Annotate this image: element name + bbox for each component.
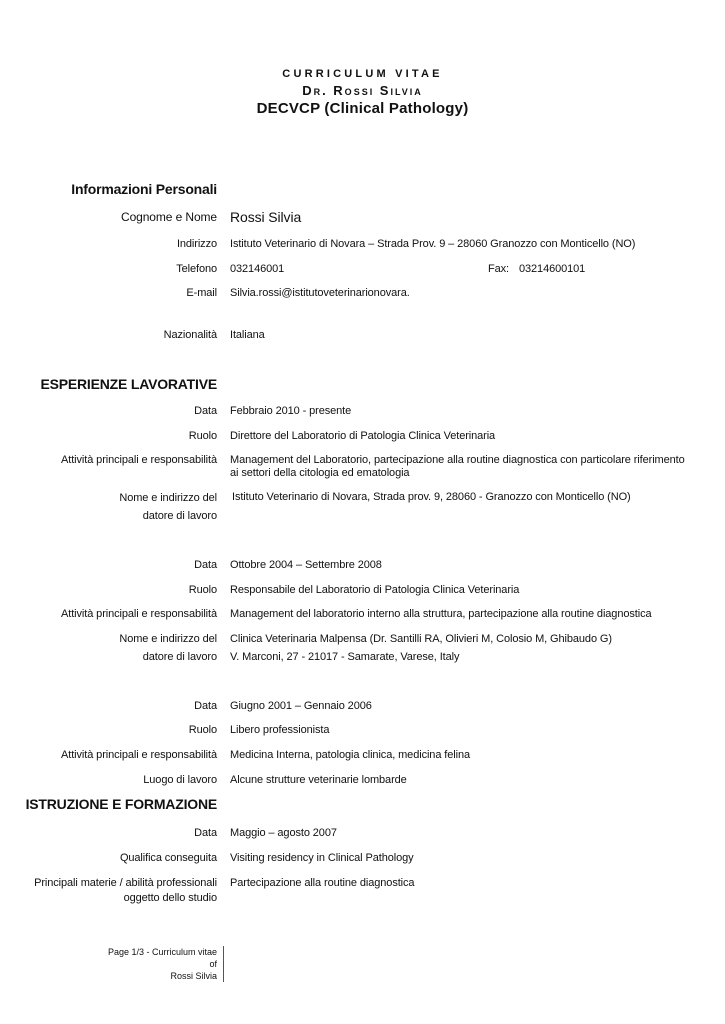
email-value: Silvia.rossi@istitutoveterinarionovara. [230, 287, 410, 299]
job-activities-label: Attività principali e responsabilità [61, 454, 217, 466]
phone-value: 032146001 [230, 263, 285, 275]
cv-owner-title: DECVCP (Clinical Pathology) [256, 100, 469, 117]
subjects-value: Partecipazione alla routine diagnostica [230, 877, 415, 889]
cv-owner-name: Dr. Rossi Silvia [302, 83, 423, 98]
education-date: Maggio – agosto 2007 [230, 827, 337, 839]
job-employer: Clinica Veterinaria Malpensa (Dr. Santilli RA, Olivieri M, Colosio M, Ghibaudo G) [230, 633, 612, 645]
qualification-label: Qualifica conseguita [119, 852, 217, 864]
subjects-label-cont: oggetto dello studio [123, 892, 217, 904]
section-title-personal: Informazioni Personali [71, 181, 217, 197]
footer-owner: Rossi Silvia [170, 971, 217, 981]
phone-label: Telefono [176, 263, 217, 275]
job-employer: Istituto Veterinario di Novara, Strada prov. 9, 28060 - Granozzo con Monticello (NO) [232, 491, 631, 503]
job-employer-address: V. Marconi, 27 - 21017 - Samarate, Varese, Italy [230, 651, 460, 663]
job-date: Giugno 2001 – Gennaio 2006 [230, 700, 372, 712]
job-employer-label: Nome e indirizzo del [119, 633, 217, 645]
job-role-label: Ruolo [188, 430, 217, 442]
job-place: Alcune strutture veterinarie lombarde [230, 774, 407, 786]
job-date-label: Data [194, 700, 217, 712]
fax-label: Fax: [488, 263, 509, 275]
subjects-label: Principali materie / abilità professionali [34, 877, 217, 889]
job-employer-label: Nome e indirizzo del [119, 492, 217, 504]
cv-heading: CURRICULUM VITAE [282, 68, 443, 80]
job-activities-label: Attività principali e responsabilità [61, 749, 217, 761]
job-date: Febbraio 2010 - presente [230, 405, 352, 417]
address-label: Indirizzo [176, 238, 217, 250]
job-activities: Management del Laboratorio, partecipazione alla routine diagnostica con particolare riferimento ai settori della citologia ed ematologia [230, 454, 685, 479]
job-place-label: Luogo di lavoro [143, 774, 217, 786]
job-role: Responsabile del Laboratorio di Patologia Clinica Veterinaria [230, 584, 520, 596]
name-value: Rossi Silvia [230, 209, 302, 225]
fax-field [488, 263, 585, 275]
address-value: Istituto Veterinario di Novara – Strada Prov. 9 – 28060 Granozzo con Monticello (NO) [230, 238, 636, 250]
document-header [0, 66, 725, 119]
section-title-education: ISTRUZIONE E FORMAZIONE [25, 796, 217, 812]
job-employer-label-cont: datore di lavoro [142, 510, 217, 522]
job-activities: Management del laboratorio interno alla struttura, partecipazione alla routine diagnostica [230, 608, 652, 620]
qualification-value: Visiting residency in Clinical Pathology [230, 852, 414, 864]
job-activities-label: Attività principali e responsabilità [61, 608, 217, 620]
job-employer-label-cont: datore di lavoro [142, 651, 217, 663]
job-role: Libero professionista [230, 724, 330, 736]
nationality-label: Nazionalità [163, 329, 217, 341]
email-label: E-mail [186, 287, 217, 299]
fax-value: 03214600101 [519, 263, 586, 275]
job-date: Ottobre 2004 – Settembre 2008 [230, 559, 382, 571]
job-role: Direttore del Laboratorio di Patologia Clinica Veterinaria [230, 430, 496, 442]
name-label: Cognome e Nome [121, 210, 217, 224]
nationality-value: Italiana [230, 329, 265, 341]
job-date-label: Data [194, 405, 217, 417]
job-activities: Medicina Interna, patologia clinica, medicina felina [230, 749, 470, 761]
education-date-label: Data [194, 827, 217, 839]
footer-page-info: Page 1/3 - Curriculum vitae of [107, 947, 217, 969]
page-footer [100, 946, 224, 982]
job-role-label: Ruolo [188, 724, 217, 736]
job-role-label: Ruolo [188, 584, 217, 596]
job-date-label: Data [194, 559, 217, 571]
section-title-experience: ESPERIENZE LAVORATIVE [40, 376, 217, 392]
